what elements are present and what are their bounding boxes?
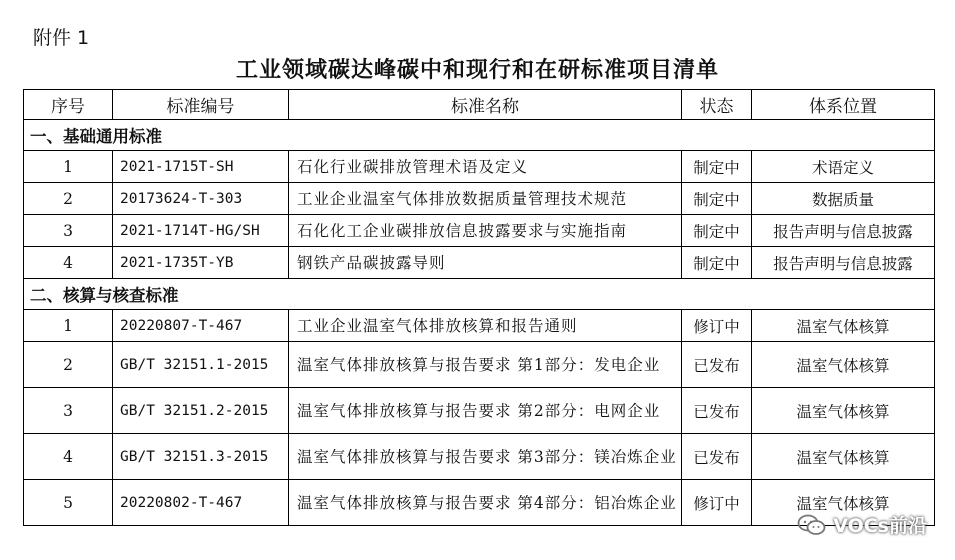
cell-position: 温室气体核算: [752, 342, 935, 388]
attachment-label: 附件 1: [33, 27, 90, 49]
cell-status: 修订中: [682, 480, 752, 526]
cell-seq: 5: [24, 480, 113, 526]
cell-code: 20173624-T-303: [113, 183, 289, 215]
section-title: 二、核算与核查标准: [24, 279, 935, 310]
cell-status: 修订中: [682, 310, 752, 342]
cell-position: 温室气体核算: [752, 480, 935, 526]
cell-position: 温室气体核算: [752, 434, 935, 480]
cell-status: 制定中: [682, 151, 752, 183]
cell-name: 温室气体排放核算与报告要求 第4部分：铝冶炼企业: [289, 480, 682, 526]
cell-name: 石化行业碳排放管理术语及定义: [289, 151, 682, 183]
cell-seq: 4: [24, 434, 113, 480]
cell-name: 工业企业温室气体排放核算和报告通则: [289, 310, 682, 342]
cell-code: GB/T 32151.1-2015: [113, 342, 289, 388]
header-position: 体系位置: [752, 90, 935, 120]
cell-position: 术语定义: [752, 151, 935, 183]
table-row: [24, 434, 935, 480]
table-row: [24, 215, 935, 247]
cell-name: 工业企业温室气体排放数据质量管理技术规范: [289, 183, 682, 215]
cell-seq: 1: [24, 310, 113, 342]
cell-seq: 1: [24, 151, 113, 183]
wechat-icon: [797, 514, 827, 536]
table-row: [24, 151, 935, 183]
section-row: [24, 120, 935, 151]
cell-code: 2021-1714T-HG/SH: [113, 215, 289, 247]
watermark-text: VOCs前沿: [833, 515, 927, 537]
cell-code: GB/T 32151.2-2015: [113, 388, 289, 434]
cell-status: 制定中: [682, 247, 752, 279]
table-row: [24, 183, 935, 215]
cell-status: 已发布: [682, 342, 752, 388]
cell-status: 已发布: [682, 388, 752, 434]
section-row: [24, 279, 935, 310]
table-row: [24, 388, 935, 434]
header-seq: 序号: [24, 90, 113, 120]
header-status: 状态: [682, 90, 752, 120]
header-code: 标准编号: [113, 90, 289, 120]
watermark: [797, 511, 927, 538]
cell-position: 报告声明与信息披露: [752, 247, 935, 279]
cell-code: 20220802-T-467: [113, 480, 289, 526]
cell-name: 石化化工企业碳排放信息披露要求与实施指南: [289, 215, 682, 247]
cell-position: 温室气体核算: [752, 310, 935, 342]
cell-name: 温室气体排放核算与报告要求 第3部分：镁冶炼企业: [289, 434, 682, 480]
cell-position: 温室气体核算: [752, 388, 935, 434]
cell-name: 温室气体排放核算与报告要求 第1部分：发电企业: [289, 342, 682, 388]
document-title: 工业领域碳达峰碳中和现行和在研标准项目清单: [235, 58, 719, 83]
cell-code: GB/T 32151.3-2015: [113, 434, 289, 480]
cell-seq: 4: [24, 247, 113, 279]
cell-seq: 2: [24, 183, 113, 215]
cell-code: 2021-1715T-SH: [113, 151, 289, 183]
cell-name: 温室气体排放核算与报告要求 第2部分：电网企业: [289, 388, 682, 434]
table-header-row: [24, 90, 935, 120]
cell-seq: 3: [24, 215, 113, 247]
cell-name: 钢铁产品碳披露导则: [289, 247, 682, 279]
section-title: 一、基础通用标准: [24, 120, 935, 151]
cell-seq: 2: [24, 342, 113, 388]
cell-seq: 3: [24, 388, 113, 434]
cell-position: 报告声明与信息披露: [752, 215, 935, 247]
cell-status: 已发布: [682, 434, 752, 480]
header-name: 标准名称: [289, 90, 682, 120]
cell-code: 2021-1735T-YB: [113, 247, 289, 279]
cell-status: 制定中: [682, 183, 752, 215]
table-row: [24, 342, 935, 388]
cell-status: 制定中: [682, 215, 752, 247]
table-row: [24, 310, 935, 342]
table-row: [24, 247, 935, 279]
standards-table: [23, 89, 935, 526]
cell-code: 20220807-T-467: [113, 310, 289, 342]
cell-position: 数据质量: [752, 183, 935, 215]
